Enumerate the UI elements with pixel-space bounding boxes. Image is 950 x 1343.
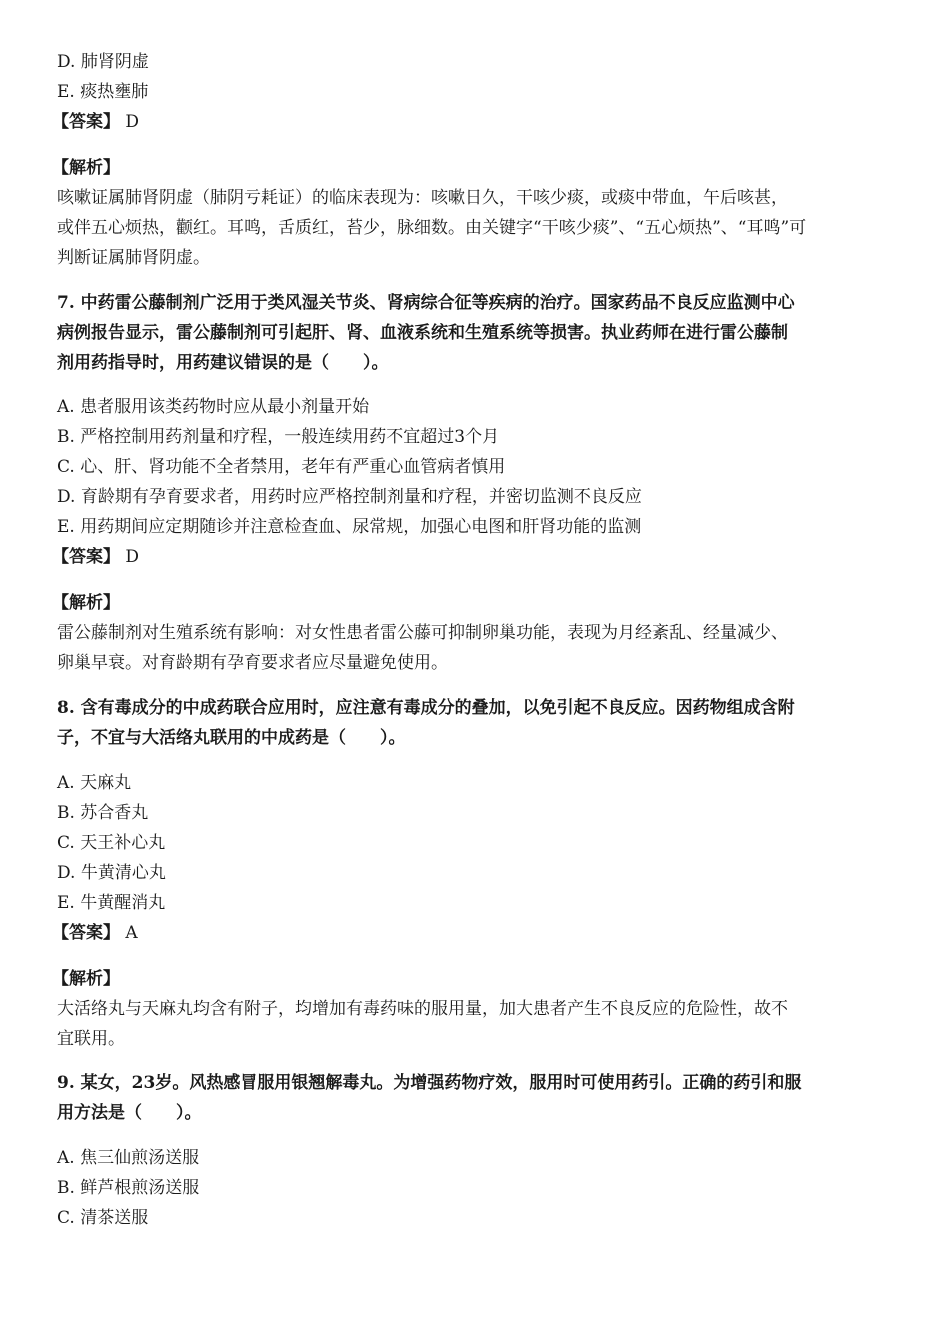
- q6-analysis-label: 【解析】: [52, 158, 120, 178]
- q8-option-d: D. 牛黄清心丸: [57, 863, 166, 883]
- q8-analysis-line: 宜联用。: [57, 1029, 125, 1049]
- q8-answer: [52, 918, 138, 948]
- answer-label: 【答案】: [52, 547, 120, 567]
- q8-stem-line: 8. 含有毒成分的中成药联合应用时，应注意有毒成分的叠加，以免引起不良反应。因药物组成含附: [57, 698, 795, 718]
- answer-value: D: [125, 547, 140, 567]
- answer-label: 【答案】: [52, 923, 120, 943]
- q8-option-c: C. 天王补心丸: [57, 833, 166, 853]
- q7-answer: [52, 542, 139, 572]
- q6-analysis-line: 咳嗽证属肺肾阴虚（肺阴亏耗证）的临床表现为：咳嗽日久，干咳少痰，或痰中带血，午后咳甚，: [57, 188, 788, 208]
- q6-option-e: E. 痰热壅肺: [57, 82, 149, 102]
- answer-value: D: [125, 112, 140, 132]
- q6-option-d: D. 肺肾阴虚: [57, 52, 149, 72]
- q7-option-d: D. 育龄期有孕育要求者，用药时应严格控制剂量和疗程，并密切监测不良反应: [57, 487, 642, 507]
- q8-analysis-label: 【解析】: [52, 969, 120, 989]
- q6-answer: [52, 107, 139, 137]
- q7-analysis-line: 雷公藤制剂对生殖系统有影响：对女性患者雷公藤可抑制卵巢功能，表现为月经紊乱、经量减少、: [57, 623, 788, 643]
- q7-stem-line: 剂用药指导时，用药建议错误的是（ ）。: [57, 353, 389, 373]
- q9-option-b: B. 鲜芦根煎汤送服: [57, 1178, 200, 1198]
- answer-label: 【答案】: [52, 112, 120, 132]
- q8-option-e: E. 牛黄醒消丸: [57, 893, 166, 913]
- q7-analysis-line: 卵巢早衰。对育龄期有孕育要求者应尽量避免使用。: [57, 653, 448, 673]
- q7-stem-line: 病例报告显示，雷公藤制剂可引起肝、肾、血液系统和生殖系统等损害。执业药师在进行雷公藤制: [57, 323, 788, 343]
- q7-stem-line: 7. 中药雷公藤制剂广泛用于类风湿关节炎、肾病综合征等疾病的治疗。国家药品不良反应监测中心: [57, 293, 795, 313]
- q6-analysis-line: 或伴五心烦热，颧红。耳鸣，舌质红，苔少，脉细数。由关键字“干咳少痰”、“五心烦热”、“耳鸣”可: [57, 218, 807, 238]
- q9-stem-line: 用方法是（ ）。: [57, 1103, 202, 1123]
- q7-option-a: A. 患者服用该类药物时应从最小剂量开始: [57, 397, 370, 417]
- q8-option-a: A. 天麻丸: [57, 773, 132, 793]
- q8-analysis-line: 大活络丸与天麻丸均含有附子，均增加有毒药味的服用量，加大患者产生不良反应的危险性，故不: [57, 999, 788, 1019]
- q9-option-c: C. 清茶送服: [57, 1208, 149, 1228]
- q7-option-c: C. 心、肝、肾功能不全者禁用，老年有严重心血管病者慎用: [57, 457, 506, 477]
- q7-option-b: B. 严格控制用药剂量和疗程，一般连续用药不宜超过3个月: [57, 427, 500, 447]
- q7-option-e: E. 用药期间应定期随诊并注意检查血、尿常规，加强心电图和肝肾功能的监测: [57, 517, 642, 537]
- answer-value: A: [125, 923, 138, 943]
- q9-option-a: A. 焦三仙煎汤送服: [57, 1148, 200, 1168]
- q8-option-b: B. 苏合香丸: [57, 803, 149, 823]
- q9-stem-line: 9. 某女，23岁。风热感冒服用银翘解毒丸。为增强药物疗效，服用时可使用药引。正确的药引和服: [57, 1073, 802, 1093]
- q8-stem-line: 子，不宜与大活络丸联用的中成药是（ ）。: [57, 728, 406, 748]
- q6-analysis-line: 判断证属肺肾阴虚。: [57, 248, 210, 268]
- q7-analysis-label: 【解析】: [52, 593, 120, 613]
